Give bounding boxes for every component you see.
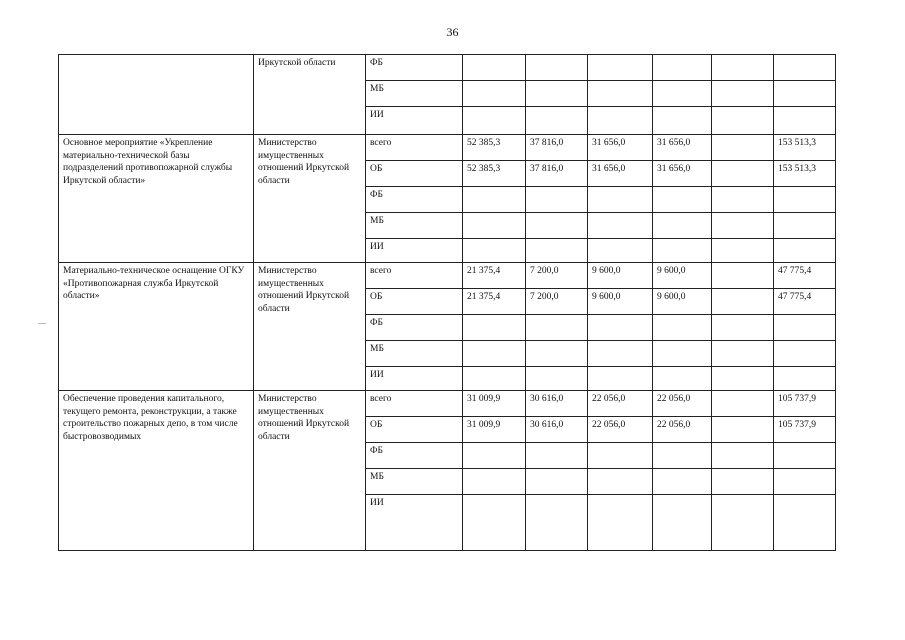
amount-cell — [712, 263, 774, 289]
amount-cell — [526, 469, 588, 495]
amount-cell: 22 056,0 — [653, 417, 712, 443]
funding-source-cell: ФБ — [366, 55, 463, 81]
amount-cell — [588, 443, 653, 469]
amount-cell — [588, 187, 653, 213]
amount-cell — [463, 367, 526, 391]
amount-cell — [712, 107, 774, 135]
amount-cell: 31 656,0 — [588, 135, 653, 161]
amount-cell — [463, 443, 526, 469]
amount-cell — [653, 213, 712, 239]
amount-cell: 9 600,0 — [588, 289, 653, 315]
executor-cell: Министерство имущественных отношений Иркутской области — [254, 391, 366, 551]
amount-cell — [588, 239, 653, 263]
amount-cell — [712, 161, 774, 187]
amount-cell — [774, 55, 836, 81]
funding-source-cell: МБ — [366, 213, 463, 239]
measure-name-cell: Обеспечение проведения капитального, текущего ремонта, реконструкции, а также строительство пожарных депо, в том числе быстровозводимых — [59, 391, 254, 551]
amount-cell — [526, 239, 588, 263]
amount-cell — [526, 341, 588, 367]
measure-name-cell: Материально-техническое оснащение ОГКУ «Противопожарная служба Иркутской области» — [59, 263, 254, 391]
amount-cell: 7 200,0 — [526, 263, 588, 289]
amount-cell — [712, 81, 774, 107]
amount-cell — [712, 135, 774, 161]
amount-cell — [712, 495, 774, 551]
amount-cell: 52 385,3 — [463, 135, 526, 161]
amount-cell: 47 775,4 — [774, 289, 836, 315]
amount-cell: 22 056,0 — [653, 391, 712, 417]
amount-cell: 31 009,9 — [463, 417, 526, 443]
amount-cell: 22 056,0 — [588, 391, 653, 417]
amount-cell — [463, 55, 526, 81]
amount-cell — [653, 495, 712, 551]
amount-cell — [653, 469, 712, 495]
funding-source-cell: ОБ — [366, 289, 463, 315]
amount-cell: 9 600,0 — [588, 263, 653, 289]
amount-cell — [526, 187, 588, 213]
amount-cell — [526, 213, 588, 239]
table-row — [59, 263, 836, 289]
amount-cell — [653, 239, 712, 263]
measure-name-cell: Основное мероприятие «Укрепление материально-технической базы подразделений противопожарной службы Иркутской области» — [59, 135, 254, 263]
amount-cell — [588, 469, 653, 495]
amount-cell — [774, 495, 836, 551]
amount-cell — [774, 367, 836, 391]
amount-cell — [588, 315, 653, 341]
amount-cell — [774, 443, 836, 469]
amount-cell — [588, 55, 653, 81]
amount-cell: 47 775,4 — [774, 263, 836, 289]
amount-cell — [653, 443, 712, 469]
amount-cell — [712, 391, 774, 417]
amount-cell — [712, 55, 774, 81]
amount-cell — [588, 81, 653, 107]
amount-cell: 37 816,0 — [526, 135, 588, 161]
amount-cell: 30 616,0 — [526, 391, 588, 417]
amount-cell — [526, 55, 588, 81]
funding-source-cell: МБ — [366, 341, 463, 367]
amount-cell — [653, 55, 712, 81]
measure-name-cell — [59, 55, 254, 135]
amount-cell — [774, 187, 836, 213]
amount-cell: 31 656,0 — [653, 135, 712, 161]
amount-cell: 31 656,0 — [588, 161, 653, 187]
amount-cell — [463, 187, 526, 213]
amount-cell — [463, 315, 526, 341]
amount-cell — [526, 443, 588, 469]
margin-mark — [38, 323, 46, 324]
amount-cell — [712, 443, 774, 469]
amount-cell — [712, 315, 774, 341]
executor-cell: Иркутской области — [254, 55, 366, 135]
funding-source-cell: всего — [366, 263, 463, 289]
table-row — [59, 135, 836, 161]
amount-cell — [588, 341, 653, 367]
table-row — [59, 391, 836, 417]
amount-cell: 153 513,3 — [774, 161, 836, 187]
amount-cell — [774, 341, 836, 367]
funding-source-cell: ФБ — [366, 187, 463, 213]
amount-cell: 31 009,9 — [463, 391, 526, 417]
executor-cell: Министерство имущественных отношений Иркутской области — [254, 135, 366, 263]
amount-cell — [463, 239, 526, 263]
amount-cell — [712, 213, 774, 239]
amount-cell: 31 656,0 — [653, 161, 712, 187]
funding-source-cell: МБ — [366, 81, 463, 107]
amount-cell — [774, 81, 836, 107]
amount-cell: 7 200,0 — [526, 289, 588, 315]
amount-cell — [653, 107, 712, 135]
funding-source-cell: всего — [366, 391, 463, 417]
amount-cell: 9 600,0 — [653, 263, 712, 289]
amount-cell — [653, 187, 712, 213]
amount-cell — [712, 289, 774, 315]
amount-cell: 153 513,3 — [774, 135, 836, 161]
amount-cell — [712, 341, 774, 367]
amount-cell — [653, 81, 712, 107]
amount-cell — [526, 81, 588, 107]
budget-table — [58, 54, 836, 551]
funding-source-cell: ИИ — [366, 239, 463, 263]
funding-source-cell: ИИ — [366, 495, 463, 551]
amount-cell: 52 385,3 — [463, 161, 526, 187]
amount-cell — [774, 239, 836, 263]
table-row — [59, 55, 836, 81]
amount-cell — [526, 315, 588, 341]
amount-cell — [774, 213, 836, 239]
amount-cell — [653, 367, 712, 391]
amount-cell: 37 816,0 — [526, 161, 588, 187]
funding-source-cell: ОБ — [366, 417, 463, 443]
amount-cell — [712, 367, 774, 391]
amount-cell — [463, 81, 526, 107]
amount-cell: 22 056,0 — [588, 417, 653, 443]
amount-cell — [463, 469, 526, 495]
funding-source-cell: всего — [366, 135, 463, 161]
amount-cell — [463, 495, 526, 551]
amount-cell — [526, 495, 588, 551]
executor-cell: Министерство имущественных отношений Иркутской области — [254, 263, 366, 391]
funding-source-cell: МБ — [366, 469, 463, 495]
amount-cell — [463, 213, 526, 239]
amount-cell — [588, 495, 653, 551]
amount-cell — [712, 417, 774, 443]
funding-source-cell: ФБ — [366, 443, 463, 469]
amount-cell — [774, 107, 836, 135]
amount-cell: 21 375,4 — [463, 263, 526, 289]
amount-cell — [526, 107, 588, 135]
amount-cell — [588, 107, 653, 135]
amount-cell — [588, 367, 653, 391]
amount-cell: 9 600,0 — [653, 289, 712, 315]
amount-cell: 30 616,0 — [526, 417, 588, 443]
amount-cell — [653, 315, 712, 341]
amount-cell — [712, 469, 774, 495]
amount-cell: 105 737,9 — [774, 391, 836, 417]
amount-cell — [526, 367, 588, 391]
amount-cell: 21 375,4 — [463, 289, 526, 315]
amount-cell: 105 737,9 — [774, 417, 836, 443]
amount-cell — [712, 239, 774, 263]
funding-source-cell: ИИ — [366, 367, 463, 391]
amount-cell — [774, 315, 836, 341]
funding-source-cell: ОБ — [366, 161, 463, 187]
amount-cell — [463, 107, 526, 135]
funding-source-cell: ИИ — [366, 107, 463, 135]
funding-source-cell: ФБ — [366, 315, 463, 341]
page-number: 36 — [446, 25, 459, 39]
amount-cell — [588, 213, 653, 239]
amount-cell — [774, 469, 836, 495]
amount-cell — [653, 341, 712, 367]
amount-cell — [712, 187, 774, 213]
amount-cell — [463, 341, 526, 367]
